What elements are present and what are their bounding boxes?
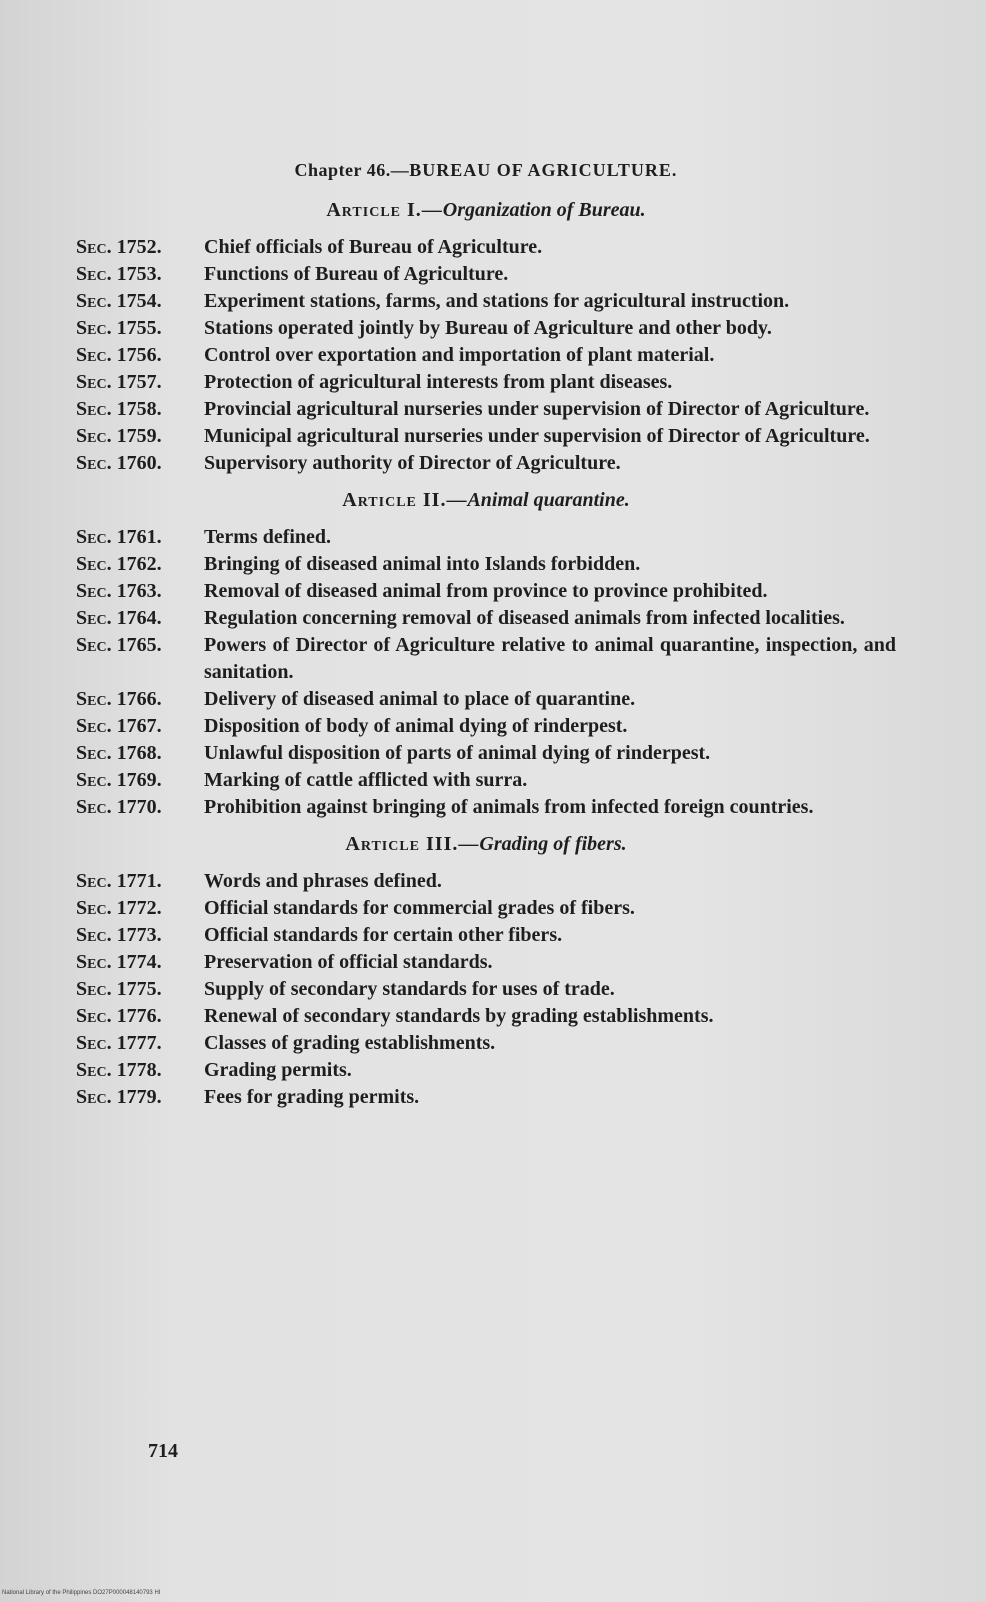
section-number <box>76 450 204 477</box>
sec-label: Sec. <box>76 688 112 710</box>
section-title: Delivery of diseased animal to place of quarantine. <box>204 688 636 710</box>
section-item <box>76 423 896 450</box>
section-item <box>76 396 896 423</box>
sec-label: Sec. <box>76 897 112 919</box>
section-number <box>76 524 204 551</box>
sec-num: 1764. <box>116 607 162 629</box>
sec-label: Sec. <box>76 526 112 548</box>
section-item <box>76 868 896 895</box>
section-number <box>76 1057 204 1084</box>
section-number <box>76 713 204 740</box>
sec-num: 1772. <box>116 897 162 919</box>
sec-num: 1753. <box>116 263 162 285</box>
sec-num: 1768. <box>116 742 162 764</box>
section-item <box>76 740 896 767</box>
section-title: Regulation concerning removal of diseased animals from infected localities. <box>204 607 845 629</box>
section-item <box>76 450 896 477</box>
section-title: Supervisory authority of Director of Agriculture. <box>204 452 621 474</box>
article-label: Article II.— <box>342 489 468 511</box>
sec-label: Sec. <box>76 978 112 1000</box>
section-title: Powers of Director of Agriculture relative to animal quarantine, inspection, and sanitation. <box>204 634 896 683</box>
section-title: Experiment stations, farms, and stations for agricultural instruction. <box>204 290 790 312</box>
sec-num: 1766. <box>116 688 162 710</box>
sec-label: Sec. <box>76 344 112 366</box>
section-item <box>76 632 896 686</box>
section-item <box>76 767 896 794</box>
section-item <box>76 1084 896 1111</box>
section-title: Official standards for commercial grades of fibers. <box>204 897 635 919</box>
section-title: Official standards for certain other fibers. <box>204 924 563 946</box>
sec-label: Sec. <box>76 236 112 258</box>
section-number <box>76 234 204 261</box>
section-number <box>76 423 204 450</box>
section-number <box>76 1084 204 1111</box>
sec-label: Sec. <box>76 1086 112 1108</box>
section-item <box>76 895 896 922</box>
sec-num: 1762. <box>116 553 162 575</box>
section-item <box>76 261 896 288</box>
sec-num: 1767. <box>116 715 162 737</box>
section-list-article-1 <box>76 234 896 477</box>
sec-num: 1775. <box>116 978 162 1000</box>
sec-label: Sec. <box>76 607 112 629</box>
sec-num: 1758. <box>116 398 162 420</box>
section-title: Bringing of diseased animal into Islands forbidden. <box>204 553 641 575</box>
section-title: Disposition of body of animal dying of rinderpest. <box>204 715 628 737</box>
library-footer: National Library of the Philippines DO27P000048140793 HI <box>2 1590 161 1596</box>
sec-num: 1763. <box>116 580 162 602</box>
sec-label: Sec. <box>76 371 112 393</box>
sec-label: Sec. <box>76 1059 112 1081</box>
section-number <box>76 895 204 922</box>
chapter-title <box>76 160 896 181</box>
section-item <box>76 342 896 369</box>
section-number <box>76 578 204 605</box>
section-number <box>76 868 204 895</box>
sec-label: Sec. <box>76 742 112 764</box>
section-title: Unlawful disposition of parts of animal dying of rinderpest. <box>204 742 711 764</box>
sec-label: Sec. <box>76 769 112 791</box>
section-title: Preservation of official standards. <box>204 951 493 973</box>
section-title: Chief officials of Bureau of Agriculture. <box>204 236 543 258</box>
sec-num: 1771. <box>116 870 162 892</box>
section-item <box>76 578 896 605</box>
section-item <box>76 234 896 261</box>
section-number <box>76 288 204 315</box>
section-item <box>76 605 896 632</box>
section-item <box>76 1030 896 1057</box>
section-title: Grading permits. <box>204 1059 352 1081</box>
section-item <box>76 949 896 976</box>
sec-num: 1773. <box>116 924 162 946</box>
sec-num: 1769. <box>116 769 162 791</box>
section-number <box>76 976 204 1003</box>
sec-num: 1759. <box>116 425 162 447</box>
section-title: Control over exportation and importation of plant material. <box>204 344 715 366</box>
sec-num: 1756. <box>116 344 162 366</box>
article-label: Article I.— <box>326 199 443 221</box>
section-item <box>76 922 896 949</box>
sec-label: Sec. <box>76 553 112 575</box>
section-number <box>76 632 204 686</box>
article-heading-2 <box>76 489 896 512</box>
sec-num: 1770. <box>116 796 162 818</box>
sec-num: 1778. <box>116 1059 162 1081</box>
section-title: Stations operated jointly by Bureau of Agriculture and other body. <box>204 317 772 339</box>
sec-label: Sec. <box>76 1032 112 1054</box>
sec-label: Sec. <box>76 870 112 892</box>
section-list-article-2 <box>76 524 896 821</box>
section-number <box>76 740 204 767</box>
sec-label: Sec. <box>76 580 112 602</box>
section-title: Removal of diseased animal from province to province prohibited. <box>204 580 768 602</box>
chapter-name: BUREAU OF AGRICULTURE. <box>409 160 678 180</box>
sec-label: Sec. <box>76 317 112 339</box>
sec-num: 1761. <box>116 526 162 548</box>
sec-num: 1757. <box>116 371 162 393</box>
section-item <box>76 288 896 315</box>
section-title: Provincial agricultural nurseries under supervision of Director of Agriculture. <box>204 398 870 420</box>
article-label: Article III.— <box>345 833 480 855</box>
section-item <box>76 315 896 342</box>
section-item <box>76 794 896 821</box>
section-item <box>76 1003 896 1030</box>
sec-label: Sec. <box>76 951 112 973</box>
sec-num: 1752. <box>116 236 162 258</box>
sec-num: 1777. <box>116 1032 162 1054</box>
section-title: Terms defined. <box>204 526 332 548</box>
section-number <box>76 794 204 821</box>
section-item <box>76 1057 896 1084</box>
section-title: Fees for grading permits. <box>204 1086 420 1108</box>
section-number <box>76 396 204 423</box>
section-number <box>76 369 204 396</box>
sec-label: Sec. <box>76 425 112 447</box>
section-title: Municipal agricultural nurseries under supervision of Director of Agriculture. <box>204 425 870 447</box>
sec-num: 1760. <box>116 452 162 474</box>
sec-label: Sec. <box>76 290 112 312</box>
section-number <box>76 261 204 288</box>
section-item <box>76 369 896 396</box>
section-number <box>76 551 204 578</box>
section-number <box>76 315 204 342</box>
section-title: Classes of grading establishments. <box>204 1032 496 1054</box>
sec-label: Sec. <box>76 452 112 474</box>
sec-label: Sec. <box>76 398 112 420</box>
chapter-prefix: Chapter 46.— <box>294 160 410 180</box>
article-heading-1 <box>76 199 896 222</box>
section-number <box>76 949 204 976</box>
section-title: Prohibition against bringing of animals from infected foreign countries. <box>204 796 814 818</box>
sec-num: 1754. <box>116 290 162 312</box>
sec-num: 1774. <box>116 951 162 973</box>
sec-label: Sec. <box>76 634 112 656</box>
sec-label: Sec. <box>76 1005 112 1027</box>
section-list-article-3 <box>76 868 896 1111</box>
section-item <box>76 551 896 578</box>
section-title: Renewal of secondary standards by grading establishments. <box>204 1005 714 1027</box>
section-title: Marking of cattle afflicted with surra. <box>204 769 528 791</box>
section-item <box>76 524 896 551</box>
sec-label: Sec. <box>76 796 112 818</box>
sec-num: 1776. <box>116 1005 162 1027</box>
section-item <box>76 976 896 1003</box>
section-number <box>76 922 204 949</box>
section-number <box>76 767 204 794</box>
article-heading-3 <box>76 833 896 856</box>
article-subtitle: Grading of fibers. <box>479 833 627 855</box>
sec-num: 1779. <box>116 1086 162 1108</box>
article-subtitle: Organization of Bureau. <box>442 199 646 221</box>
section-number <box>76 605 204 632</box>
section-number <box>76 686 204 713</box>
section-number <box>76 1030 204 1057</box>
sec-label: Sec. <box>76 924 112 946</box>
page-content <box>76 160 896 1123</box>
sec-num: 1755. <box>116 317 162 339</box>
section-item <box>76 713 896 740</box>
page-number: 714 <box>148 1440 178 1462</box>
section-title: Words and phrases defined. <box>204 870 442 892</box>
section-number <box>76 342 204 369</box>
article-subtitle: Animal quarantine. <box>467 489 630 511</box>
section-item <box>76 686 896 713</box>
sec-label: Sec. <box>76 263 112 285</box>
section-title: Functions of Bureau of Agriculture. <box>204 263 509 285</box>
section-number <box>76 1003 204 1030</box>
sec-num: 1765. <box>116 634 162 656</box>
sec-label: Sec. <box>76 715 112 737</box>
section-title: Supply of secondary standards for uses of trade. <box>204 978 615 1000</box>
section-title: Protection of agricultural interests from plant diseases. <box>204 371 673 393</box>
